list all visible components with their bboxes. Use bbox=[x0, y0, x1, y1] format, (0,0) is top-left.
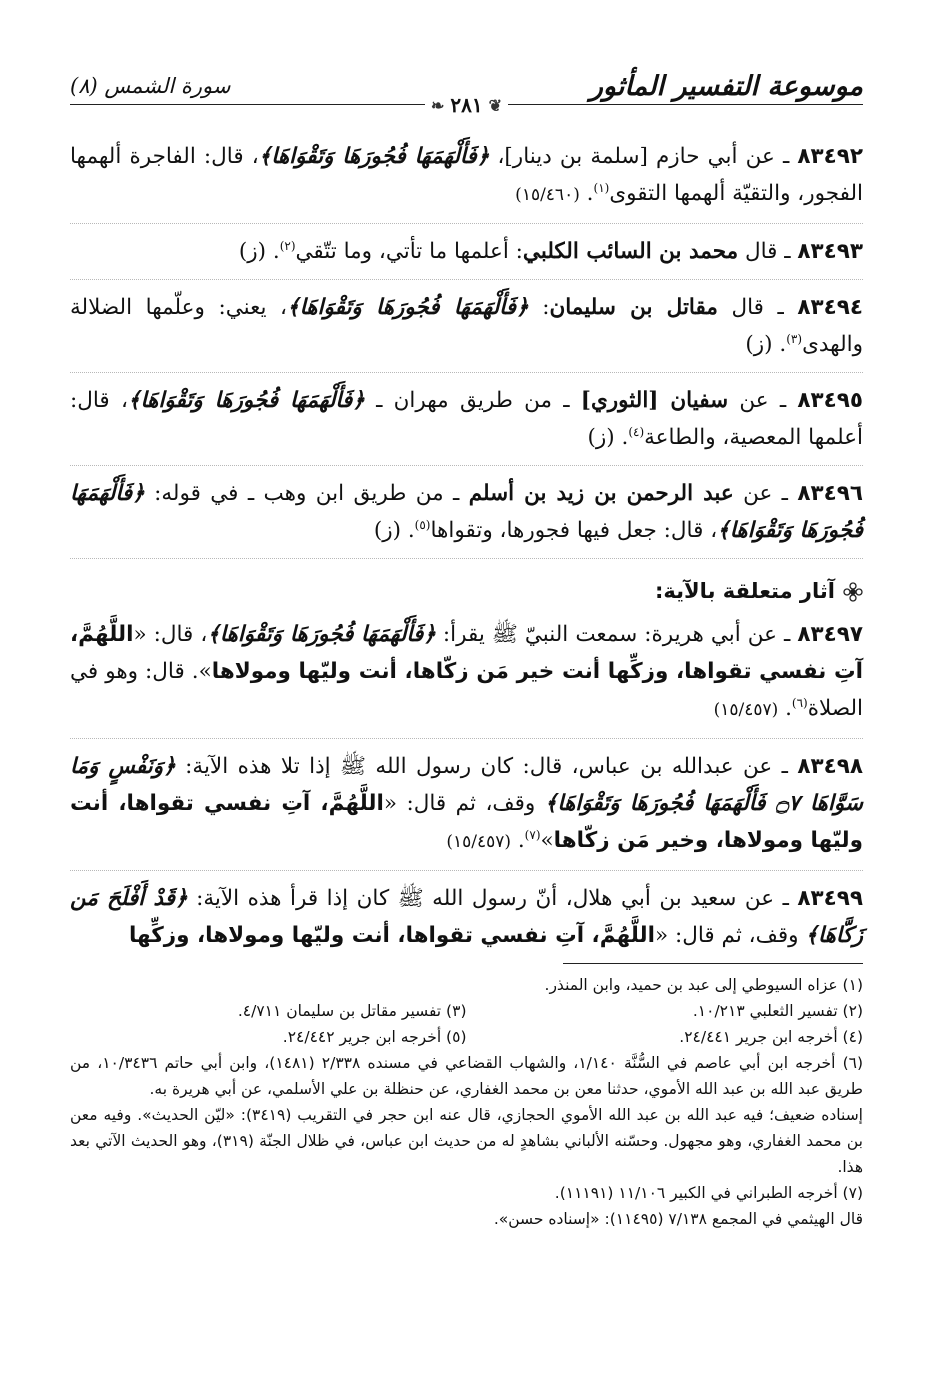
footnotes bbox=[70, 972, 863, 1232]
entry-text: وقف، ثم قال: « bbox=[655, 923, 806, 948]
section-heading-text: آثار متعلقة بالآية: bbox=[655, 579, 835, 603]
footnote-2: (٢) تفسير الثعلبي ١٠/٢١٣. bbox=[692, 1002, 863, 1020]
footnote-6-note: إسناده ضعيف؛ فيه عبد الله بن عبد الله الأموي الحجازي، قال عنه ابن حجر في التقريب (٣٤١٩): «ليّن الحديث». وفيه معن بن محمد الغفاري، وهو مجهول. وحسّنه الألباني بشاهدٍ له من حديث ابن عباس، في ظلال الجنّة (٣١٩)، وهو الحديث الآتي بعد هذا. bbox=[70, 1106, 863, 1176]
footnote-ref[interactable]: (٧) bbox=[524, 827, 541, 842]
footnote-ref[interactable]: (٤) bbox=[628, 424, 645, 439]
entry-text: . bbox=[778, 696, 792, 721]
quran-verse: ﴿فَأَلْهَمَهَا فُجُورَهَا وَتَقْوَاهَا﴾ bbox=[287, 295, 529, 320]
entry-83492 bbox=[70, 138, 863, 224]
footnote-pair bbox=[70, 1024, 863, 1050]
footnote-7-note: قال الهيثمي في المجمع ٧/١٣٨ (١١٤٩٥): «إسناده حسن». bbox=[493, 1210, 863, 1228]
narrator-name: عبد الرحمن بن زيد بن أسلم bbox=[468, 481, 734, 506]
entry-text: : أعلمها ما تأتي، وما تتّقي bbox=[295, 239, 523, 264]
footnote-7: (٧) أخرجه الطبراني في الكبير ١١/١٠٦ (١١١٩١). bbox=[554, 1184, 863, 1202]
entry-83498 bbox=[70, 748, 863, 871]
entry-text: ـ عن سعيد بن أبي هلال، أنّ رسول الله ﷺ كان إذا قرأ هذه الآية: bbox=[187, 886, 798, 911]
entry-number: ٨٣٤٩٦ bbox=[797, 481, 863, 506]
footnote-ref[interactable]: (١) bbox=[593, 180, 610, 195]
footnote-ref[interactable]: (٣) bbox=[786, 331, 803, 346]
entry-text: ـ قال bbox=[717, 295, 798, 320]
entry-text: ـ عن bbox=[733, 481, 798, 506]
hadith-text: اللَّهُمَّ، آتِ نفسي تقواها، أنت وليّها ومولاها، وزكِّها bbox=[128, 923, 655, 948]
entry-text: ». قال: وهو في الصلاة bbox=[70, 659, 863, 721]
entry-text: ـ قال bbox=[738, 239, 798, 264]
entry-number: ٨٣٤٩٧ bbox=[797, 622, 863, 647]
page-number-wrap bbox=[0, 93, 933, 117]
entry-text: : bbox=[528, 295, 550, 320]
volume-ref: (١٥/٤٦٠) bbox=[515, 185, 580, 205]
narrator-name: سفيان [الثوري] bbox=[580, 388, 729, 413]
footnote-3: (٣) تفسير مقاتل بن سليمان ٤/٧١١. bbox=[237, 1002, 467, 1020]
ornament-icon: ❦ bbox=[488, 95, 503, 115]
footnote-ref[interactable]: (٦) bbox=[791, 695, 808, 710]
entry-number: ٨٣٤٩٨ bbox=[797, 754, 863, 779]
entry-83493 bbox=[70, 233, 863, 280]
entry-text: . bbox=[511, 828, 525, 853]
main-content bbox=[70, 138, 863, 972]
entry-text: . (ز) bbox=[238, 239, 280, 264]
entry-text: . (ز) bbox=[587, 425, 629, 450]
entry-text: ، يعني: وعلّمها الضلالة والهدى bbox=[70, 295, 863, 357]
quran-verse: ﴿فَأَلْهَمَهَا فُجُورَهَا وَتَقْوَاهَا﴾ bbox=[70, 481, 863, 543]
entry-text: ، قال: جعل فيها فجورها، وتقواها bbox=[430, 518, 718, 543]
quran-verse: ﴿فَأَلْهَمَهَا فُجُورَهَا وَتَقْوَاهَا﴾ bbox=[258, 144, 490, 169]
hadith-text: اللَّهُمَّ، آتِ نفسي تقواها، وزكِّها أنت خير مَن زكّاها، أنت وليّها ومولاها bbox=[70, 622, 863, 684]
entry-83494 bbox=[70, 289, 863, 373]
entry-text: » bbox=[540, 828, 554, 853]
entry-83497 bbox=[70, 616, 863, 739]
hadith-text: اللَّهُمَّ، آتِ نفسي تقواها، أنت وليّها ومولاها، وخير مَن زكّاها bbox=[70, 791, 863, 853]
footnote-ref[interactable]: (٢) bbox=[279, 238, 296, 253]
narrator-name: محمد بن السائب الكلبي bbox=[522, 239, 739, 264]
page-number-value: ٢٨١ bbox=[450, 93, 483, 117]
entry-text: . (ز) bbox=[373, 518, 415, 543]
book-title: موسوعة التفسير المأثور bbox=[589, 71, 863, 102]
entry-text: . bbox=[579, 181, 594, 206]
page-number bbox=[425, 93, 508, 117]
footnote-ref[interactable]: (٥) bbox=[414, 517, 431, 532]
footnote-1: (١) عزاه السيوطي إلى عبد بن حميد، وابن المنذر. bbox=[544, 976, 863, 994]
entry-text: ـ عن أبي حازم [سلمة بن دينار]، bbox=[489, 144, 798, 169]
quran-verse: ﴿قَدْ أَفْلَحَ مَن زَكَّاهَا﴾ bbox=[70, 886, 863, 948]
volume-ref: (١٥/٤٥٧) bbox=[713, 700, 779, 720]
entry-text: ـ من طريق ابن وهب ـ في قوله: bbox=[144, 481, 469, 506]
entry-text: ، قال: الفاجرة ألهمها الفجور، والتقيّة ألهمها التقوى bbox=[70, 144, 863, 206]
footnote-pair bbox=[70, 998, 863, 1024]
flower-ornament-icon bbox=[843, 582, 863, 602]
entry-number: ٨٣٤٩٩ bbox=[797, 886, 864, 911]
entry-text: ، قال: أعلمها المعصية، والطاعة bbox=[70, 388, 863, 450]
quran-verse: ﴿فَأَلْهَمَهَا فُجُورَهَا وَتَقْوَاهَا﴾ bbox=[207, 622, 436, 647]
footnote-5: (٥) أخرجه ابن جرير ٢٤/٤٤٢. bbox=[282, 1028, 467, 1046]
entry-text: ـ عن أبي هريرة: سمعت النبيّ ﷺ يقرأ: bbox=[435, 622, 798, 647]
entry-number: ٨٣٤٩٢ bbox=[797, 144, 863, 169]
footnote-6: (٦) أخرجه ابن أبي عاصم في السُّنَّة ١/١٤٠، والشهاب القضاعي في مسنده ٢/٣٣٨ (١٤٨١)، وابن أبي حاتم ١٠/٣٤٣٦، من طريق عبد الله بن عبد الله الأموي، حدثنا معن بن محمد الغفاري، عن حنظلة بن علي الأسلمي، عن أبي هريرة به. bbox=[70, 1054, 864, 1098]
entry-number: ٨٣٤٩٥ bbox=[797, 388, 863, 413]
entry-83496 bbox=[70, 475, 863, 559]
volume-ref: (١٥/٤٥٧) bbox=[446, 832, 511, 852]
quran-verse: ﴿فَأَلْهَمَهَا فُجُورَهَا وَتَقْوَاهَا﴾ bbox=[127, 388, 365, 413]
entry-text: ـ عن عبدالله بن عباس، قال: كان رسول الله ﷺ إذا تلا هذه الآية: bbox=[175, 754, 798, 779]
entry-text: . (ز) bbox=[745, 332, 787, 357]
section-heading bbox=[70, 573, 863, 610]
entry-number: ٨٣٤٩٤ bbox=[797, 295, 864, 320]
entry-83499 bbox=[70, 880, 863, 963]
entry-number: ٨٣٤٩٣ bbox=[797, 239, 863, 264]
narrator-name: مقاتل بن سليمان bbox=[549, 295, 718, 320]
footnote-rule bbox=[563, 963, 863, 964]
entry-text: وقف، ثم قال: « bbox=[383, 791, 545, 816]
entry-83495 bbox=[70, 382, 863, 466]
entry-text: ـ من طريق مهران ـ bbox=[364, 388, 581, 413]
ornament-icon: ❧ bbox=[430, 95, 445, 115]
footnote-4: (٤) أخرجه ابن جرير ٢٤/٤٤١. bbox=[679, 1028, 863, 1046]
quran-verse: ﴿وَنَفْسٍ وَمَا سَوَّاهَا ۝٧ فَأَلْهَمَهَا فُجُورَهَا وَتَقْوَاهَا﴾ bbox=[70, 754, 863, 816]
surah-title: سورة الشمس (٨) bbox=[70, 74, 231, 98]
entry-text: ، قال: « bbox=[133, 622, 208, 647]
entry-text: ـ عن bbox=[728, 388, 798, 413]
